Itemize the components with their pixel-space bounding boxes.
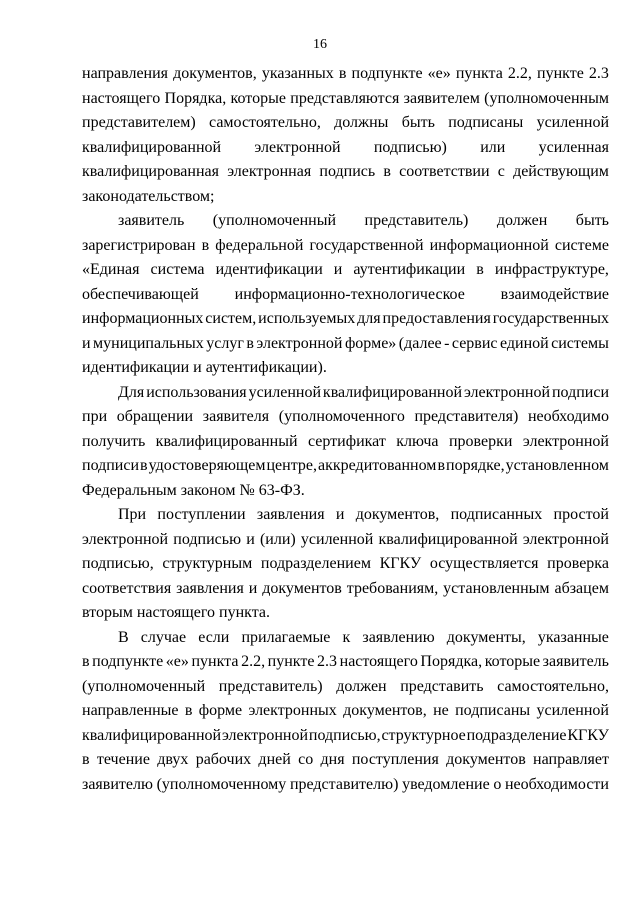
paragraph-signature-requirement <box>82 62 609 209</box>
text-line: подписью, структурным подразделением КГКУ осуществляется проверка <box>82 555 609 572</box>
page-number: 16 <box>313 37 327 52</box>
text-line: законодательством; <box>82 187 215 205</box>
text-line: заявитель (уполномоченный представитель) должен быть <box>118 212 609 229</box>
paragraph-verification <box>82 503 609 626</box>
text-line: электронной подписью и (или) усиленной квалифицированной электронной <box>82 530 609 548</box>
text-line: при обращении заявителя (уполномоченного представителя) необходимо <box>82 408 609 425</box>
text-line: Для использования усиленной квалифицированной электронной подписи <box>118 383 609 401</box>
text-line: зарегистрирован в федеральной государственной информационной системе <box>82 236 609 254</box>
text-line: представителем) самостоятельно, должны быть подписаны усиленной <box>82 114 609 131</box>
text-line: «Единая система идентификации и аутентификации в инфраструктуре, <box>82 261 609 278</box>
text-line: направленные в форме электронных документов, не подписаны усиленной <box>82 702 609 719</box>
text-line: в течение двух рабочих дней со дня поступления документов направляет <box>82 751 609 768</box>
text-line: В случае если прилагаемые к заявлению документы, указанные <box>118 628 609 646</box>
text-line: квалифицированной электронной подписью, структурное подразделение КГКУ <box>82 726 609 744</box>
text-line: При поступлении заявления и документов, подписанных простой <box>118 506 609 523</box>
text-line: получить квалифицированный сертификат ключа проверки электронной <box>82 432 609 450</box>
document-body <box>82 62 609 797</box>
text-line: вторым настоящего пункта. <box>82 604 270 621</box>
text-line: и муниципальных услуг в электронной форме» (далее - сервис единой системы <box>82 334 609 352</box>
text-line: квалифицированная электронная подпись в соответствии с действующим <box>82 163 609 180</box>
text-line: идентификации и аутентификации). <box>82 359 327 376</box>
paragraph-registration-requirement <box>82 209 609 381</box>
paragraph-certificate <box>82 381 609 504</box>
text-line: в подпункте «е» пункта 2.2, пункте 2.3 настоящего Порядка, которые заявитель <box>82 653 609 670</box>
text-line: квалифицированной электронной подписью) или усиленная <box>82 138 609 156</box>
text-line: заявителю (уполномоченному представителю) уведомление о необходимости <box>82 775 609 793</box>
paragraph-unsigned-documents <box>82 626 609 798</box>
text-line: направления документов, указанных в подпункте «е» пункта 2.2, пункте 2.3 <box>82 65 609 82</box>
text-line: соответствия заявления и документов требованиям, установленным абзацем <box>82 579 609 597</box>
text-line: информационных систем, используемых для предоставления государственных <box>82 310 609 327</box>
text-line: подписи в удостоверяющем центре, аккредитованном в порядке, установленном <box>82 457 609 474</box>
text-line: обеспечивающей информационно-технологическое взаимодействие <box>82 285 609 303</box>
text-line: (уполномоченный представитель) должен представить самостоятельно, <box>82 677 609 695</box>
text-line: Федеральным законом № 63-ФЗ. <box>82 481 305 499</box>
text-line: настоящего Порядка, которые представляются заявителем (уполномоченным <box>82 89 609 107</box>
